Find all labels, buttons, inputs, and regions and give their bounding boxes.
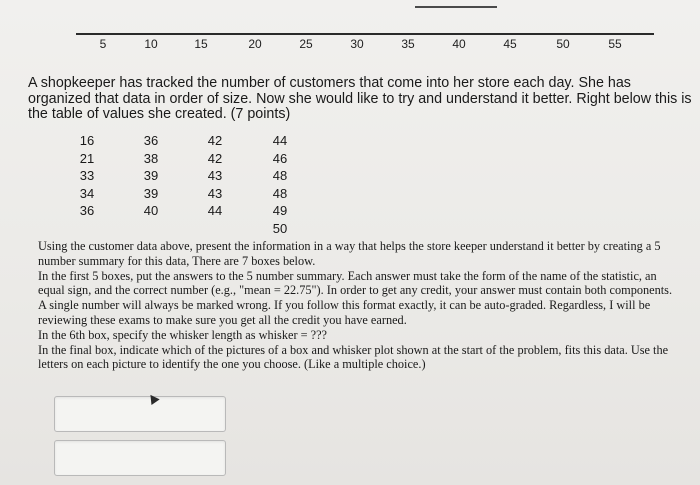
table-cell: 38 — [143, 150, 159, 166]
table-cell: 36 — [79, 203, 95, 218]
instruction-line: In the first 5 boxes, put the answers to the 5 number summary. Each answer must take the form of the name of the statistic, an equal sign, and the correct number (e.g., "mean = 22.75"). In order to get any credit, your answer must contain both components. A single number will always be marked wrong. If you follow this format exactly, it can be auto-graded. Regardless, I will be reviewing these exams to make sure you get all the credit you have earned. — [38, 268, 673, 327]
table-cell: 44 — [272, 133, 288, 148]
table-cell: 48 — [272, 168, 288, 183]
table-cell: 36 — [143, 133, 159, 148]
table-cell: 46 — [272, 150, 288, 166]
table-cell: 39 — [143, 185, 159, 201]
number-line-axis — [76, 33, 654, 35]
answer-box-1[interactable] — [54, 396, 226, 432]
table-column — [70, 132, 104, 220]
instruction-line: In the final box, indicate which of the pictures of a box and whisker plot shown at the start of the problem, fits this data. Use the letters on each picture to identify the one you choose. (Like a multiple choice.) — [38, 342, 669, 372]
table-column — [263, 132, 297, 237]
axis-tick-label: 20 — [248, 37, 262, 51]
customer-data-table — [70, 132, 320, 236]
table-column — [134, 132, 168, 220]
answer-box-2[interactable] — [54, 440, 226, 476]
table-cell: 42 — [207, 133, 223, 148]
number-line-ticks — [76, 37, 654, 55]
axis-tick-label: 10 — [144, 37, 158, 51]
axis-tick-label: 5 — [99, 37, 107, 51]
table-cell: 33 — [79, 168, 95, 183]
axis-tick-label: 35 — [401, 37, 415, 51]
axis-tick-label: 50 — [556, 37, 570, 51]
instructions — [38, 239, 678, 372]
axis-tick-label: 25 — [299, 37, 313, 51]
axis-tick-label: 40 — [452, 37, 466, 51]
table-cell: 34 — [79, 185, 95, 201]
table-cell: 16 — [79, 133, 95, 148]
table-cell: 39 — [143, 168, 159, 183]
table-cell: 42 — [207, 150, 223, 166]
axis-tick-label: 45 — [503, 37, 517, 51]
table-cell: 40 — [143, 203, 159, 218]
axis-tick-label: 30 — [350, 37, 364, 51]
table-cell: 44 — [207, 203, 223, 218]
instruction-line: Using the customer data above, present the information in a way that helps the store keeper understand it better by creating a 5 number summary for this data, There are 7 boxes below. — [38, 239, 661, 268]
table-cell: 49 — [272, 203, 288, 218]
axis-tick-label: 15 — [194, 37, 208, 51]
table-cell: 43 — [207, 168, 223, 183]
axis-tick-label: 55 — [608, 37, 622, 51]
table-cell: 50 — [272, 220, 288, 236]
instruction-line: In the 6th box, specify the whisker length as whisker = ??? — [38, 327, 328, 342]
table-column — [198, 132, 232, 220]
question-text: A shopkeeper has tracked the number of customers that come into her store each day. She has organized that data in order of size. Now she would like to try and understand it better. Right below this is the table of values she created. (7 points) — [28, 75, 692, 122]
table-cell: 43 — [207, 185, 223, 201]
table-cell: 48 — [272, 185, 288, 201]
top-scroll-indicator — [415, 6, 497, 8]
table-cell: 21 — [79, 150, 95, 166]
